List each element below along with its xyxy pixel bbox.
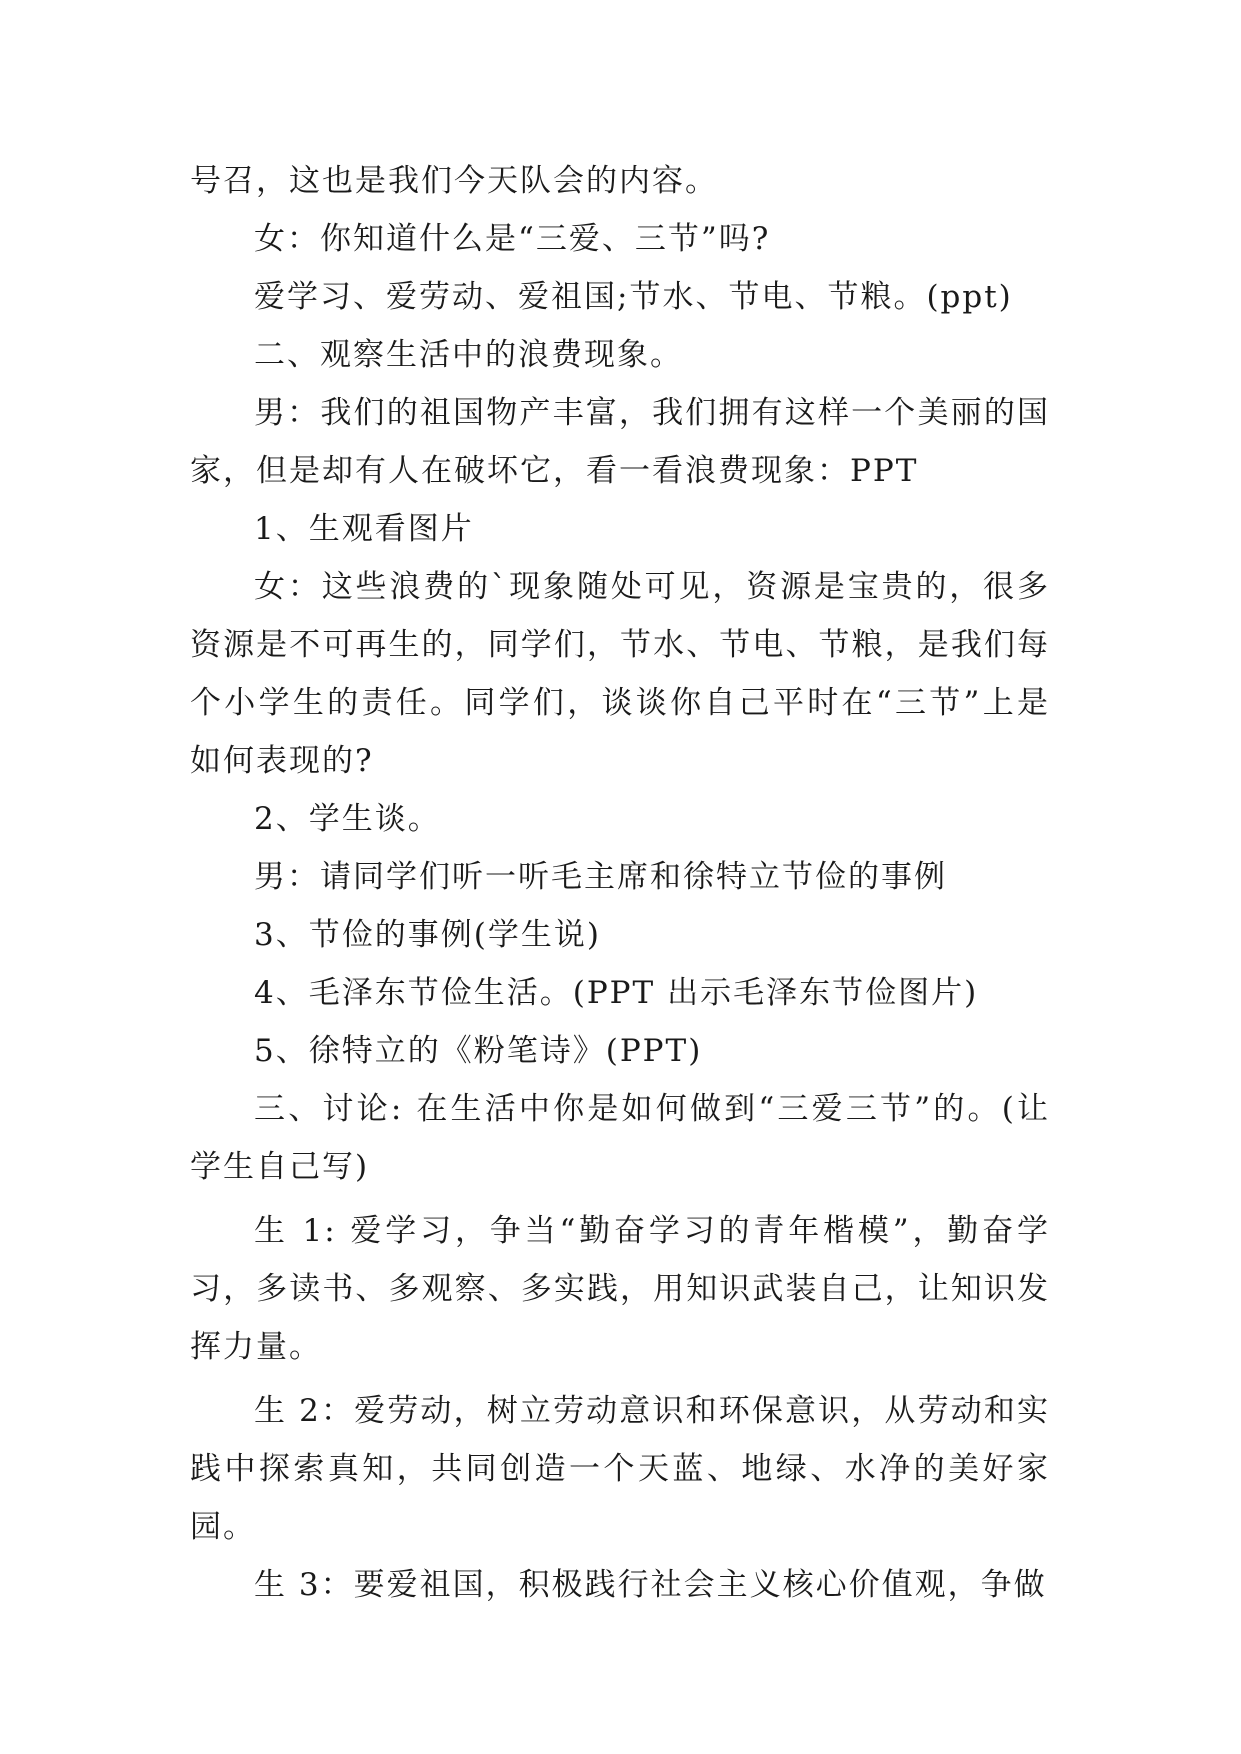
paragraph-three-loves-answer: 爱学习、爱劳动、爱祖国;节水、节电、节粮。(ppt): [254, 279, 1013, 315]
section-heading-discussion: 三、讨论: 在生活中你是如何做到“三爱三节”的。(让学生自己写): [190, 1091, 1050, 1185]
list-item-chalk-poem: 5、徐特立的《粉笔诗》(PPT): [254, 1033, 703, 1069]
paragraph-continuation: 号召，这也是我们今天队会的内容。: [190, 163, 718, 199]
paragraph-male-examples: 男：请同学们听一听毛主席和徐特立节俭的事例: [254, 859, 947, 895]
list-item-students-talk: 2、学生谈。: [254, 801, 441, 837]
paragraph-male-motherland: 男：我们的祖国物产丰富，我们拥有这样一个美丽的国家，但是却有人在破坏它，看一看浪费现象：PPT: [190, 395, 1050, 489]
paragraph-student-2: 生 2：爱劳动，树立劳动意识和环保意识，从劳动和实践中探索真知，共同创造一个天蓝、地绿、水净的美好家园。: [190, 1393, 1050, 1545]
paragraph-student-3: 生 3：要爱祖国，积极践行社会主义核心价值观，争做: [254, 1567, 1047, 1603]
section-heading-observe-waste: 二、观察生活中的浪费现象。: [254, 337, 683, 373]
list-item-mao-frugal: 4、毛泽东节俭生活。(PPT 出示毛泽东节俭图片): [254, 975, 979, 1011]
paragraph-student-1: 生 1: 爱学习，争当“勤奋学习的青年楷模”，勤奋学习，多读书、多观察、多实践，用知识武装自己，让知识发挥力量。: [190, 1213, 1050, 1365]
paragraph-female-resources: 女：这些浪费的`现象随处可见，资源是宝贵的，很多资源是不可再生的，同学们，节水、节电、节粮，是我们每个小学生的责任。同学们，谈谈你自己平时在“三节”上是如何表现的?: [190, 569, 1050, 779]
list-item-frugal-examples: 3、节俭的事例(学生说): [254, 917, 601, 953]
document-body: [190, 152, 1050, 1614]
paragraph-female-question: 女：你知道什么是“三爱、三节”吗?: [254, 221, 771, 257]
list-item-watch-pictures: 1、生观看图片: [254, 511, 474, 547]
